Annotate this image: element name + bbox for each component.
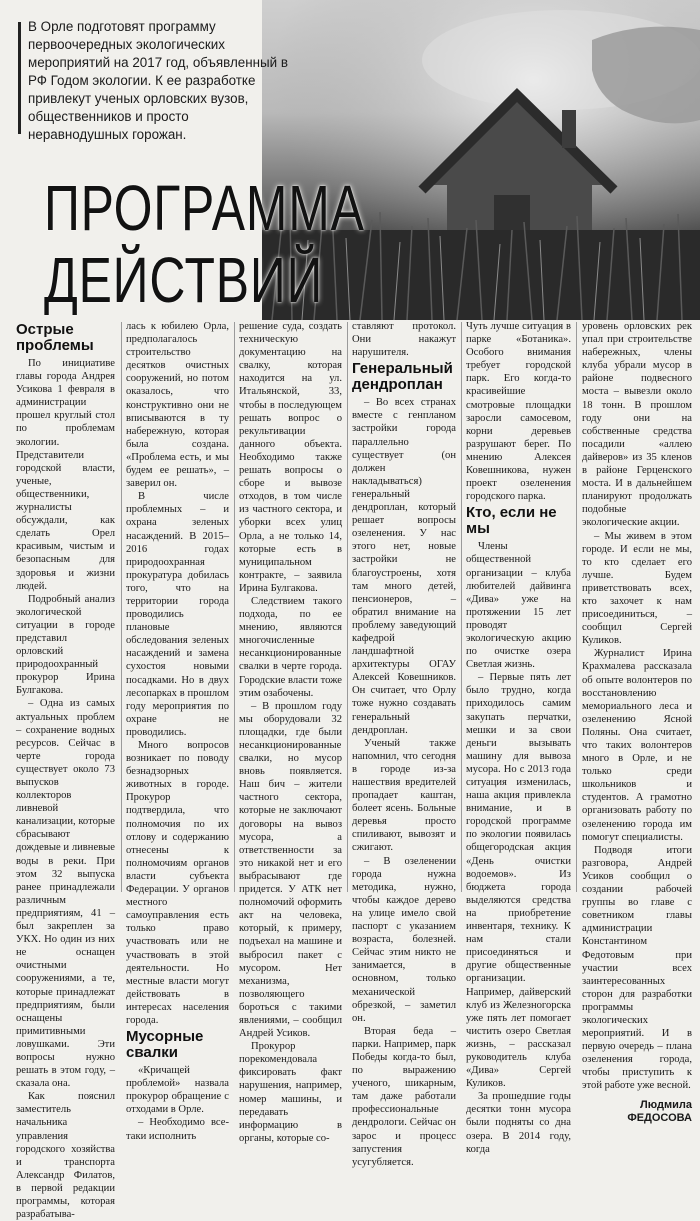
column-2 bbox=[126, 320, 229, 1142]
column-rule bbox=[347, 322, 348, 892]
paragraph: За прошедшие годы десятки тонн мусора были подняты со дна озера. В 2014 году, когда bbox=[466, 1091, 571, 1155]
paragraph: Прокурор порекомендовала фиксировать факт нарушения, например, номер машины, и передавать информацию в органы, которые со- bbox=[239, 1041, 342, 1144]
paragraph: ставляют протокол. Они накажут нарушителя. bbox=[352, 321, 456, 359]
paragraph: – В прошлом году мы оборудовали 32 площадки, где были несанкционированные свалки, но мусор вновь появляется. Наш бич – жители частного сектора, которые не заключают договоры на вывоз мусора, а ответственности за это никакой нет и его выбрасывают где придется. У АТК нет полномочий оформить акт на человека, который, к примеру, подъехал на машине и выбросил пакет с мусором. Нет механизма, позволяющего бороться с такими явлениями, – сообщил Андрей Усиков. bbox=[239, 700, 342, 1040]
column-rule bbox=[121, 322, 122, 892]
column-5 bbox=[466, 320, 571, 1155]
article-body bbox=[16, 320, 700, 1221]
paragraph: Много вопросов возникает по поводу безнадзорных животных в городе. Прокурор подтвердила, что полномочия по их отлову и содержанию отнесены к полномочиям органов власти субъекта Федерации. У органов местного самоуправления есть только право участвовать или не участвовать в этой деятельности. Но местные власти могут действовать в интересах населения города. bbox=[126, 740, 229, 1026]
lead-text: В Орле подготовят программу первоочередных экологических мероприятий на 2017 год, объявленный в РФ Годом экологии. К ее разработке привлекут ученых орловских вузов, общественников и просто неравнодушных горожан. bbox=[28, 19, 288, 142]
paragraph: – Одна из самых актуальных проблем – сохранение водных ресурсов. Сейчас в черте города существует около 73 выпусков коллекторов ливневой канализации, которые сбрасывают дождевые и ливневые воды в реки. При этом 32 выпуска ранее принадлежали различным предприятиям, 41 – был закреплен за УКХ. Но один из них не оснащен очистными сооружениями, а те, которые принадлежат предприятиям, были оснащены примитивными ловушками. Эти вопросы нужно решать в этом году, – сказала она. bbox=[16, 698, 115, 1090]
column-6 bbox=[582, 320, 692, 1124]
paragraph: Ученый также напомнил, что сегодня в городе из-за нашествия вредителей пропадает каштан, болеет ясень. Больные деревья просто спиливают, вывозят и сжигают. bbox=[352, 737, 456, 854]
paragraph: Подробный анализ экологической ситуации в городе представил орловский природоохранный прокурор Ирина Булгакова. bbox=[16, 593, 115, 697]
paragraph: решение суда, создать техническую документацию на свалку, которая находится на ул. Итальянской, 33, чтобы в последующем решать вопрос о рекультивации данного объекта. Необходимо также решать вопросы о сборе и вывозе отходов, в том числе из частного сектора, и уборки всех улиц Орла, а не только 14, которые есть в муниципальном контракте, – заявила Ирина Булгакова. bbox=[239, 321, 342, 594]
paragraph: Члены общественной организации – клуба любителей дайвинга «Дива» уже на протяжении 15 лет проводят экологическую акцию по очистке озера Светлая жизнь. bbox=[466, 541, 571, 671]
lead-accent-bar bbox=[18, 22, 21, 134]
headline-line-1: ПРОГРАММА bbox=[44, 172, 365, 244]
headline bbox=[44, 172, 365, 316]
author-signature: Людмила ФЕДОСОВА bbox=[627, 1098, 692, 1124]
subheading: Мусорные свалки bbox=[126, 1028, 204, 1062]
paragraph: – Первые пять лет было трудно, когда приходилось самим закупать перчатки, мешки и за свои деньги вызывать машину для вывоза мусора. Но с 2013 года ситуация изменилась, наша акция привлекла внимание, и в городской программе по экологии появилась общегородская акция «День очистки водоемов». Из бюджета города выделяются средства на приобретение инвентаря, технику. К нам стали присоединяться и другие общественные организации. Например, дайверский клуб из Железногорска уже пять лет помогает чистить озеро Светлая жизнь, – рассказал руководитель клуба «Дива» Сергей Куликов. bbox=[466, 672, 571, 1090]
paragraph: В числе проблемных – и охрана зеленых насаждений. В 2015–2016 годах природоохранная прокуратура добилась того, что на территории города проводились плановые обследования зеленых насаждений и замена сухостоя новыми посадками. Но в двух лесопарках в прошлом году мероприятия по охране не проводились. bbox=[126, 491, 229, 738]
column-4 bbox=[352, 320, 456, 1168]
paragraph: лась к юбилею Орла, предполагалось строительство десятков очистных сооружений, но потом оказалось, что конструктивно они не вписываются в ту набережную, которая была создана. «Проблема есть, и мы будем ее решать», – заверил он. bbox=[126, 321, 229, 490]
paragraph: Следствием такого подхода, по ее мнению, являются многочисленные несанкционированные свалки в черте города. Городские власти тоже этим озабочены. bbox=[239, 595, 342, 699]
subheading: Острые проблемы bbox=[16, 321, 94, 354]
column-1 bbox=[16, 320, 115, 1221]
lead-paragraph bbox=[28, 18, 290, 144]
headline-line-2: ДЕЙСТВИЙ bbox=[44, 244, 324, 316]
paragraph: Подводя итоги разговора, Андрей Усиков сообщил о создании рабочей группы во главе с советником главы администрации Константином Федотовым при участии всех заинтересованных сторон для разработки программы экологических мероприятий. И в первую очередь – плана озеленения города, чтобы приступить к этой работе уже весной. bbox=[582, 844, 692, 1092]
paragraph: – Во всех странах вместе с генпланом застройки города параллельно существует (он должен накладываться) генеральный дендроплан, который решает вопросы озеленения. У нас этого нет, новые застройки не благоустроены, хотя там много детей, пенсионеров, – обратил внимание на проблему заведующий кафедрой ландшафтной архитектуры ОГАУ Алексей Ковешников. Он считает, что Орлу тоже нужно создавать генеральный дендроплан. bbox=[352, 397, 456, 736]
subheading: Кто, если не мы bbox=[466, 504, 557, 538]
paragraph: Как пояснил заместитель начальника управления городского хозяйства и транспорта Александр Филатов, в первой редакции программы, которая разрабатыва- bbox=[16, 1091, 115, 1221]
subheading: Генеральный дендроплан bbox=[352, 360, 453, 394]
paragraph: Чуть лучше ситуация в парке «Ботаника». Особого внимания требует городской парк. Его когда-то красивейшие смотровые площадки заросли самосевом, корни деревьев разрушают берег. По мнению Алексея Ковешникова, нужен проект озеленения городского парка. bbox=[466, 321, 571, 503]
paragraph: – Необходимо все-таки исполнить bbox=[126, 1117, 229, 1142]
paragraph: По инициативе главы города Андрея Усикова 1 февраля в администрации прошел круглый стол по проблемам экологии. Представители городской власти, ученые, общественники, журналисты обсуждали, как сделать Орел красивым, чистым и безопасным для здоровья и жизни людей. bbox=[16, 358, 115, 592]
paragraph: Журналист Ирина Крахмалева рассказала об опыте волонтеров по восстановлению мемориального леса и озеленению Ясной Поляны. Она считает, что таких волонтеров много в Орле, и не только среди школьников и студентов. А грамотно организовать работу по озеленению города им помогут специалисты. bbox=[582, 648, 692, 843]
paragraph: уровень орловских рек упал при строительстве набережных, члены клуба убрали мусор в районе подвесного моста – вывезли около 18 тонн. В прошлом году они на собственные средства посадили «аллею дайверов» из 35 кленов в районе Герценского моста. И в дальнейшем планируют продолжать подобные экологические акции. bbox=[582, 321, 692, 529]
paragraph: – Мы живем в этом городе. И если не мы, то кто сделает его лучше. Будем приветствовать всех, кто захочет к нам присоединиться, – сообщил Сергей Куликов. bbox=[582, 530, 692, 647]
column-rule bbox=[461, 322, 462, 892]
column-3 bbox=[239, 320, 342, 1144]
paragraph: – В озеленении города нужна методика, нужно, чтобы каждое дерево на улице имело свой паспорт с указанием возраста, болезней. Сейчас этим никто не занимается, в основном, только механической обрезкой, – заметил он. bbox=[352, 855, 456, 1024]
paragraph: Вторая беда – парки. Например, парк Победы когда-то был, по выражению ученого, шикарным, там даже работали профессиональные дендрологи. Сейчас он зарос и процесс запустения усугубляется. bbox=[352, 1025, 456, 1168]
column-rule bbox=[576, 322, 577, 892]
column-rule bbox=[234, 322, 235, 892]
paragraph: «Кричащей проблемой» назвала прокурор обращение с отходами в Орле. bbox=[126, 1065, 229, 1116]
